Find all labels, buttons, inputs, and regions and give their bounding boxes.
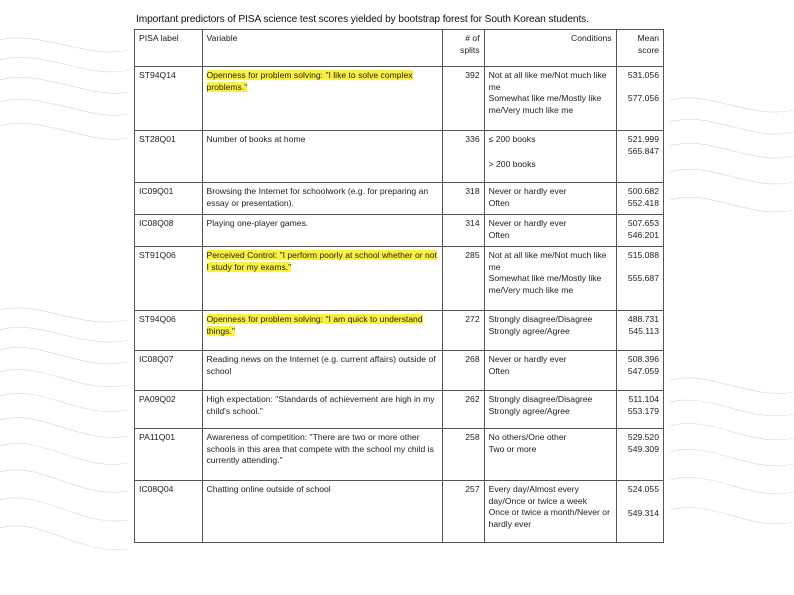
cell-variable [202,247,443,311]
condition-text: Not at all like me/Not much like me [488,250,607,272]
cell-mean-score [616,481,663,543]
mean-score-value: 549.309 [627,443,659,454]
cell-conditions [484,67,616,131]
cell-mean-score [616,391,663,429]
mean-score-value: 545.113 [628,325,659,336]
cell-variable [202,481,443,543]
cell-pisa-label: IC08Q04 [135,481,203,543]
table-row [135,215,664,247]
variable-text: Browsing the Internet for schoolwork (e.g. for preparing an essay or presentation). [206,186,429,208]
condition-text: Strongly agree/Agree [488,405,570,416]
cell-splits: 272 [443,311,484,351]
mean-score-value: 553.179 [627,405,659,416]
mean-score-value: 511.104 [628,394,659,404]
condition-text: Strongly disagree/Disagree [488,394,593,404]
cell-conditions [484,183,616,215]
condition-text: Often [488,229,510,240]
table-row [135,429,664,481]
mean-score-value: 531.056 [627,70,659,80]
cell-splits: 336 [443,131,484,183]
mean-score-value: 555.687 [627,272,659,283]
cell-pisa-label: PA09Q02 [135,391,203,429]
mean-score-value: 546.201 [627,229,659,240]
cell-splits: 268 [443,351,484,391]
mean-score-value: 507.653 [627,218,659,228]
condition-text: Not at all like me/Not much like me [488,70,607,92]
cell-pisa-label: IC08Q08 [135,215,203,247]
cell-pisa-label: ST91Q06 [135,247,203,311]
mean-score-value: 547.059 [627,365,659,376]
cell-mean-score [616,131,663,183]
cell-variable [202,391,443,429]
variable-text: Playing one-player games. [206,218,309,228]
cell-mean-score [616,429,663,481]
document-page [128,8,670,576]
mean-score-value: 529.520 [627,432,659,442]
cell-mean-score [616,215,663,247]
table-body [135,67,664,543]
condition-text: Every day/Almost every day/Once or twice a week [488,484,588,506]
table-row [135,391,664,429]
header-splits: # of splits [443,30,484,67]
cell-conditions [484,131,616,183]
highlighted-variable-text: Openness for problem solving: "I am quick to understand things." [206,314,423,336]
cell-variable [202,215,443,247]
mean-score-value: 552.418 [627,197,659,208]
header-variable: Variable [202,30,443,67]
condition-text: Never or hardly ever [488,354,567,364]
condition-text: Often [488,197,510,208]
condition-text: Often [488,365,510,376]
mean-score-value: 549.314 [627,507,659,518]
cell-mean-score [616,67,663,131]
cell-splits: 285 [443,247,484,311]
cell-pisa-label: ST28Q01 [135,131,203,183]
predictors-table [134,29,664,543]
cell-variable [202,131,443,183]
mean-score-value: 515.088 [627,250,659,260]
table-title: Important predictors of PISA science test scores yielded by bootstrap forest for South Korean students. [136,14,589,25]
mean-score-value: 577.056 [627,92,659,103]
highlighted-variable-text: Perceived Control: "I perform poorly at school whether or not I study for my exams." [206,250,437,272]
cell-variable [202,429,443,481]
cell-pisa-label: IC09Q01 [135,183,203,215]
table-row [135,247,664,311]
table-row [135,67,664,131]
mean-score-value: 508.396 [627,354,659,364]
condition-text: Somewhat like me/Mostly like me/Very much like me [488,93,602,115]
highlighted-variable-text: Openness for problem solving: "I like to solve complex problems." [206,70,413,92]
variable-text: Reading news on the Internet (e.g. current affairs) outside of school [206,354,436,376]
condition-text: Somewhat like me/Mostly like me/Very much like me [488,273,602,295]
mean-score-value: 524.055 [627,484,659,494]
cell-splits: 258 [443,429,484,481]
cell-conditions [484,311,616,351]
variable-text: High expectation: "Standards of achievement are high in my child's school." [206,394,435,416]
cell-conditions [484,429,616,481]
table-row [135,131,664,183]
cell-variable [202,311,443,351]
condition-text: Never or hardly ever [488,186,567,196]
cell-splits: 262 [443,391,484,429]
condition-text: ≤ 200 books [488,134,536,144]
cell-splits: 392 [443,67,484,131]
header-conditions: Conditions [484,30,616,67]
mean-score-value: 565.847 [627,145,659,156]
condition-text: Strongly disagree/Disagree [488,314,593,324]
condition-text: > 200 books [488,158,536,169]
condition-text: Once or twice a month/Never or hardly ever [488,507,610,529]
cell-conditions [484,247,616,311]
cell-mean-score [616,247,663,311]
mean-score-value: 488.731 [627,314,659,324]
cell-splits: 257 [443,481,484,543]
variable-text: Awareness of competition: "There are two or more other schools in this area that compete with the school my child is currently attending." [206,432,434,466]
cell-mean-score [616,183,663,215]
cell-pisa-label: IC08Q07 [135,351,203,391]
cell-splits: 314 [443,215,484,247]
cell-splits: 318 [443,183,484,215]
header-mean-score: Mean score [616,30,663,67]
table-row [135,183,664,215]
variable-text: Number of books at home [206,134,306,144]
cell-variable [202,183,443,215]
mean-score-value: 500.682 [627,186,659,196]
cell-pisa-label: ST94Q14 [135,67,203,131]
condition-text: No others/One other [488,432,567,442]
table-row [135,481,664,543]
condition-text: Never or hardly ever [488,218,567,228]
cell-mean-score [616,351,663,391]
cell-conditions [484,391,616,429]
table-row [135,351,664,391]
table-header-row [135,30,664,67]
cell-variable [202,351,443,391]
variable-text: Chatting online outside of school [206,484,331,494]
cell-conditions [484,481,616,543]
cell-mean-score [616,311,663,351]
cell-pisa-label: PA11Q01 [135,429,203,481]
mean-score-value: 521.999 [627,134,659,144]
cell-pisa-label: ST94Q06 [135,311,203,351]
header-pisa-label: PISA label [135,30,203,67]
table-row [135,311,664,351]
cell-conditions [484,351,616,391]
condition-text: Strongly agree/Agree [488,325,570,336]
condition-text: Two or more [488,443,537,454]
cell-variable [202,67,443,131]
cell-conditions [484,215,616,247]
